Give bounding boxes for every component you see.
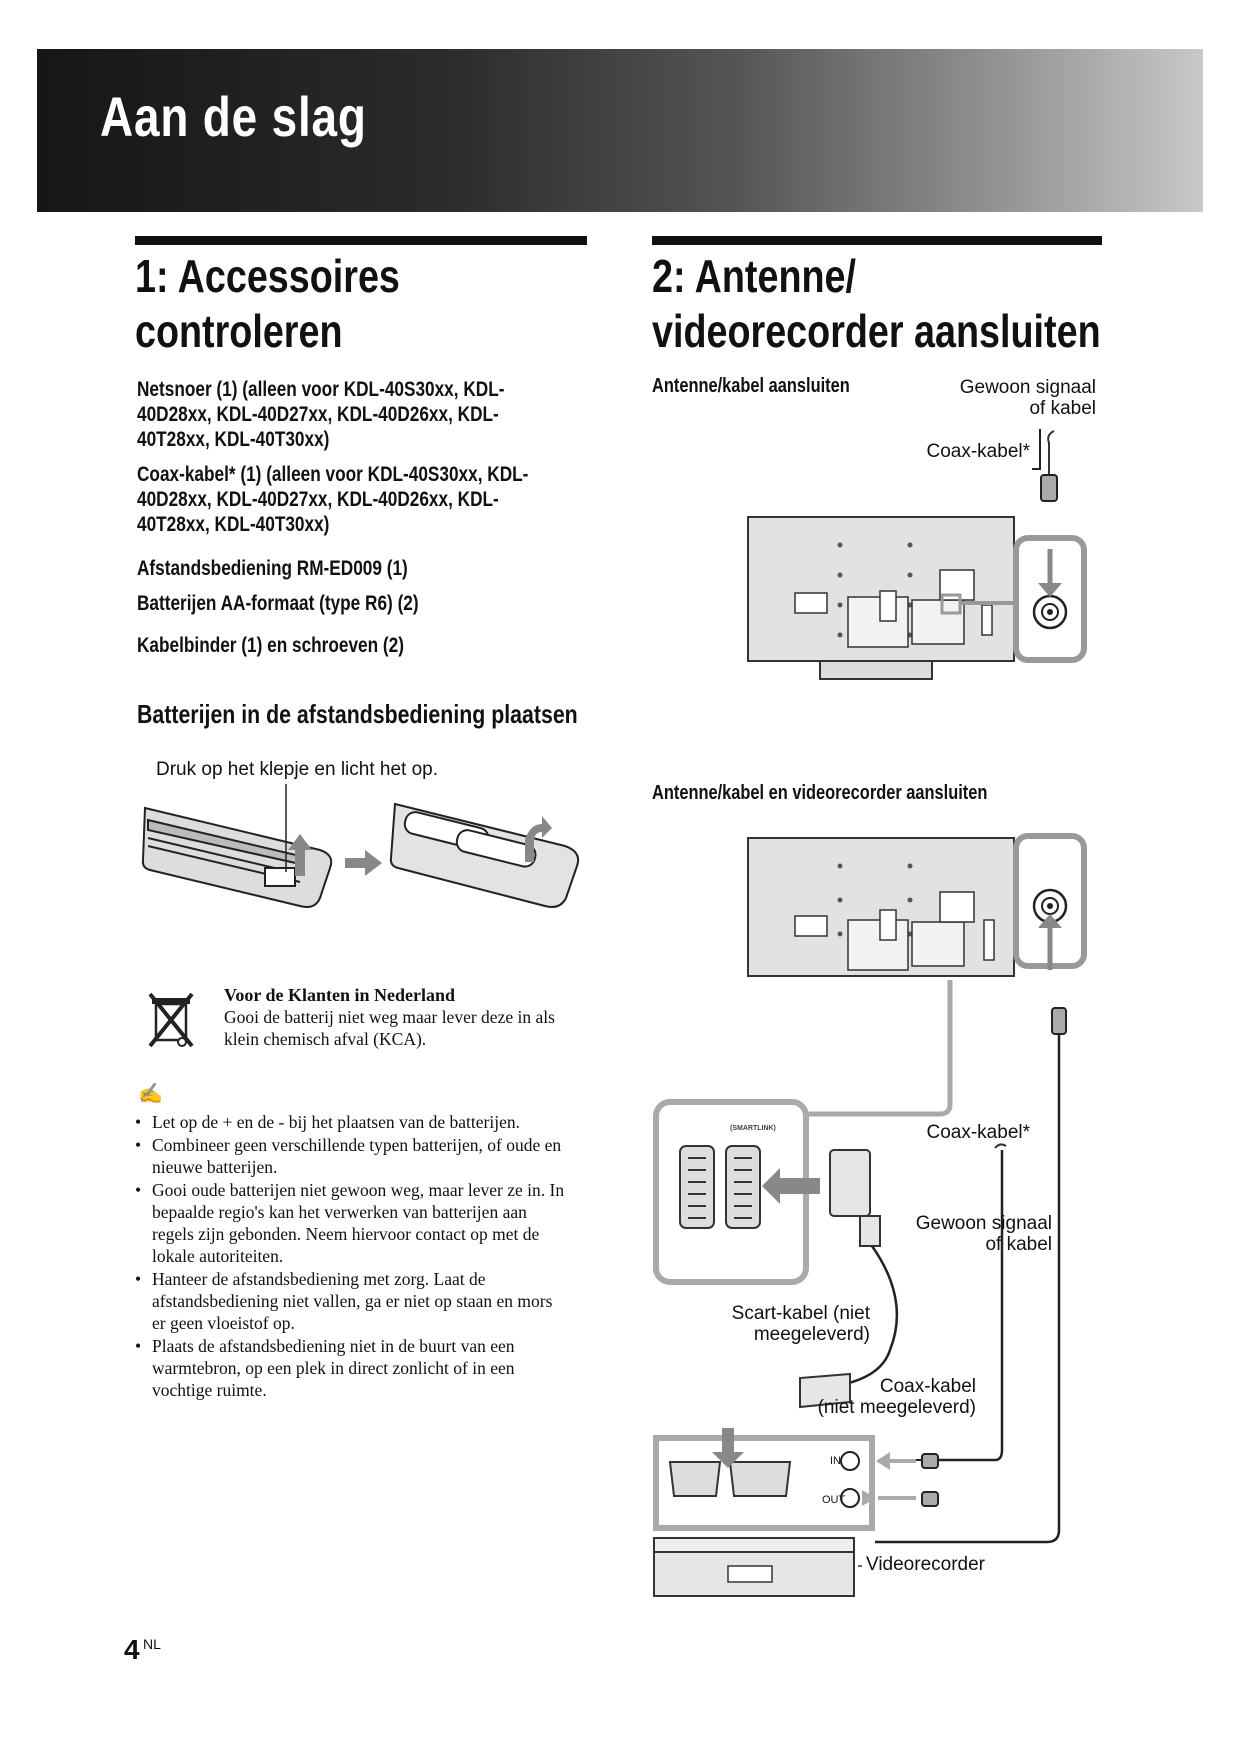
tv-rear-panel [748, 517, 1014, 679]
list-item: • Let op de + en de - bij het plaatsen van de batterijen. [135, 1111, 595, 1133]
notes-icon: ✍ [138, 1083, 163, 1105]
vcr-out-label: OUT [822, 1494, 846, 1506]
list-item: • Gooi oude batterijen niet gewoon weg, maar lever ze in. In bepaalde regio's kan het verwerken van batterijen aan regels zijn gebonden. Neem hiervoor contact op met de lokale autoriteiten. [135, 1179, 595, 1267]
d2-coax-label: Coax-kabel* [926, 1122, 1030, 1143]
accessory-coax-cable: Coax-kabel* (1) (alleen voor KDL-40S30xx, KDL- 40D28xx, KDL-40D27xx, KDL-40D26xx, KDL- 40T28xx, KDL-40T30xx) [137, 463, 529, 536]
nl-customers-title: Voor de Klanten in Nederland [224, 985, 456, 1005]
vcr-label: Videorecorder [866, 1554, 986, 1575]
d2-scart-label: Scart-kabel (niet meegeleverd) [731, 1303, 870, 1345]
section1-rule [135, 236, 587, 245]
accessory-cable-tie: Kabelbinder (1) en schroeven (2) [137, 634, 404, 657]
recycle-bin-icon [148, 990, 194, 1048]
sub-vcr-heading: Antenne/kabel en videorecorder aansluiten [652, 782, 988, 804]
notes-list [135, 1111, 595, 1402]
section1-heading-line1: 1: Accessoires [135, 250, 400, 302]
vcr-in-label: IN [830, 1455, 841, 1467]
accessory-power-cord: Netsnoer (1) (alleen voor KDL-40S30xx, KDL- 40D28xx, KDL-40D27xx, KDL-40D26xx, KDL- 40T28xx, KDL-40T30xx) [137, 378, 505, 451]
nl-customers-text: Gooi de batterij niet weg maar lever deze in als klein chemisch afval (KCA). [224, 1007, 555, 1049]
batteries-heading: Batterijen in de afstandsbediening plaatsen [137, 699, 578, 729]
list-item: • Plaats de afstandsbediening niet in de buurt van een warmtebron, op een plek in direct zonlicht of in een vochtige ruimte. [135, 1335, 595, 1401]
remote-battery-illustration [140, 780, 590, 940]
antenna-diagram [740, 425, 1100, 685]
page-language: NL [143, 1636, 161, 1652]
d2-signal-label: Gewoon signaal of kabel [915, 1213, 1052, 1255]
page-number: 4 [124, 1634, 140, 1665]
d1-coax-label: Coax-kabel* [926, 441, 1030, 462]
section2-rule [652, 236, 1102, 245]
page-title: Aan de slag [100, 85, 367, 148]
tv-rear-panel [748, 838, 1014, 976]
vcr-unit [654, 1538, 854, 1596]
d2-coax2-label: Coax-kabel (niet meegeleverd) [817, 1376, 976, 1418]
list-item: • Combineer geen verschillende typen batterijen, of oude en nieuwe batterijen. [135, 1134, 595, 1178]
d1-signal-label: Gewoon signaal of kabel [959, 377, 1096, 419]
sub-antenna-heading: Antenne/kabel aansluiten [652, 375, 850, 397]
section1-heading-line2: controleren [135, 305, 343, 357]
smartlink-label: (SMARTLINK) [730, 1125, 776, 1132]
accessory-remote: Afstandsbediening RM-ED009 (1) [137, 557, 408, 580]
section2-heading-line1: 2: Antenne/ [652, 250, 856, 302]
accessory-batteries: Batterijen AA-formaat (type R6) (2) [137, 592, 419, 615]
list-item: • Hanteer de afstandsbediening met zorg. Laat de afstandsbediening niet vallen, ga er niet op staan en mors er geen vloeistof op. [135, 1268, 595, 1334]
battery-instruction: Druk op het klepje en licht het op. [156, 759, 439, 780]
section2-heading-line2: videorecorder aansluiten [652, 305, 1101, 357]
